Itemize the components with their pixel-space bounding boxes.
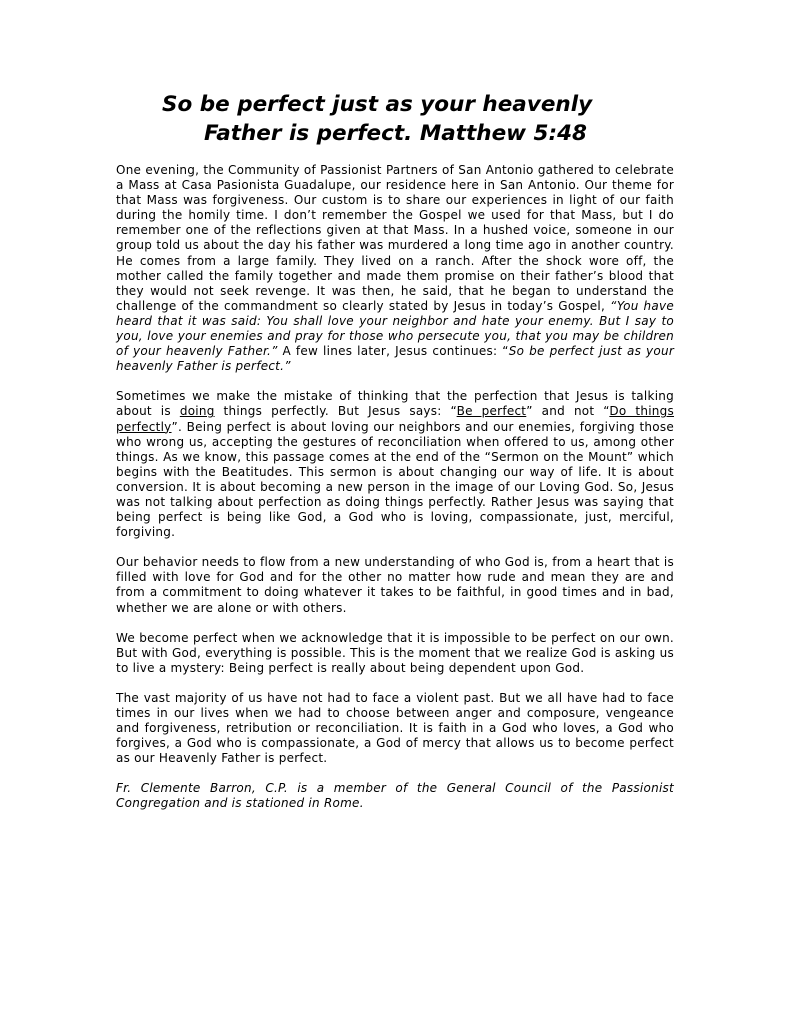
underlined-doing: doing (179, 404, 215, 419)
paragraph-2-d: ”. Being perfect is about loving our neighbors and our enemies, forgiving those who wrong us, accepting the gestures of reconciliation when offered to us, among other things. As we know, this passage comes at the end of the “Sermon on the Mount” which begins with the Beatitudes. This sermon is about changing our way of life. It is about conversion. It is about becoming a new person in the image of our Loving God. So, Jesus was not talking about perfection as doing things perfectly. Rather Jesus was saying that being perfect is being like God, a God who is loving, compassionate, just, merciful, forgiving. (116, 419, 674, 540)
paragraph-1 (116, 163, 674, 374)
underlined-be-perfect: Be perfect (456, 404, 527, 419)
underlined-do-things-perfectly: Do things perfectly (116, 404, 675, 434)
paragraph-1-text: One evening, the Community of Passionist Partners of San Antonio gathered to celebrate a Mass at Casa Pasionista Guadalupe, our residence here in San Antonio. Our theme for that Mass was forgiveness. Our custom is to share our experiences in light of our faith during the homily time. I don’t remember the Gospel we used for that Mass, but I do remember one of the reflections given at that Mass. In a hushed voice, someone in our group told us about the day his father was murdered a long time ago in another country. He comes from a large family. They lived on a ranch. After the shock wore off, the mother called the family together and made them promise on their father’s blood that they would not seek revenge. It was then, he said, that he began to understand the challenge of the commandment so clearly stated by Jesus in today’s Gospel, (116, 163, 674, 313)
paragraph-4: We become perfect when we acknowledge that it is impossible to be perfect on our own. But with God, everything is possible. This is the moment that we realize God is asking us to live a mystery: Being perfect is really about being dependent upon God. (116, 630, 674, 675)
title-line-1: So be perfect just as your heavenly (162, 92, 593, 117)
paragraph-5: The vast majority of us have not had to face a violent past. But we all have had to face times in our lives when we had to choose between anger and composure, vengeance and forgiveness, retribution or reconciliation. It is faith in a God who loves, a God who forgives, a God who is compassionate, a God of mercy that allows us to become perfect as our Heavenly Father is perfect. (116, 690, 674, 766)
author-byline: Fr. Clemente Barron, C.P. is a member of the General Council of the Passionist Congregation and is stationed in Rome. (116, 781, 674, 811)
gospel-quote: “You have heard that it was said: You shall love your neighbor and hate your enemy. But I say to you, love your enemies and pray for those who persecute you, that you may be children of your heavenly Father.” (116, 298, 674, 359)
title-line-2: Father is perfect. Matthew 5:48 (204, 121, 587, 146)
page-title (116, 90, 674, 148)
paragraph-2-b: things perfectly. But Jesus says: “ (214, 404, 457, 419)
paragraph-2-a: Sometimes we make the mistake of thinking that the perfection that Jesus is talking about is (116, 389, 674, 419)
matthew-quote: So be perfect just as your heavenly Father is perfect.” (116, 344, 675, 374)
paragraph-2-c: ” and not “ (526, 404, 610, 419)
paragraph-1-mid: A few lines later, Jesus continues: “ (277, 344, 509, 359)
article-body (116, 163, 674, 812)
paragraph-3: Our behavior needs to flow from a new understanding of who God is, from a heart that is filled with love for God and for the other no matter how rude and mean they are and from a commitment to doing whatever it takes to be faithful, in good times and in bad, whether we are alone or with others. (116, 555, 674, 615)
paragraph-2 (116, 389, 674, 540)
